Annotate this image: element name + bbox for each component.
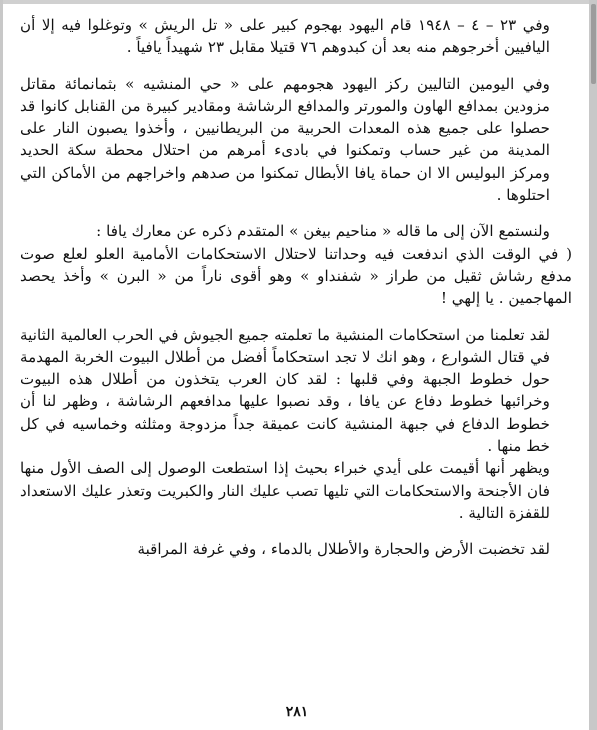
window-top-edge bbox=[0, 0, 597, 4]
window-left-edge bbox=[0, 0, 3, 730]
paragraph-manshiyya-attack: وفي اليومين التاليين ركز اليهود هجومهم على « حي المنشيه » بثمانمائة مقاتل مزودين بمدافع الهاون والمورتر والمدافع الرشاشة ومقادير كبيرة من القنابل كانوا قد حصلوا على جميع هذه المعدات الحربية من البريطانيين ، وأخذوا يصبون النار على المدينة من غير حساب وتمكنوا في بادىء أمرهم من احتلال محطة سكة الحديد ومركز البوليس الا ان حماة يافا الأبطال تمكنوا من صدهم واخراجهم من الأماكن التي احتلوها . bbox=[20, 74, 550, 205]
paragraph-tal-al-reesh: وفي ٢٣ – ٤ – ١٩٤٨ قام اليهود بهجوم كبير على « تل الريش » وتوغلوا فيه إلا أن اليافيين أخرجوهم منه بعد أن كبدوهم ٧٦ قتيلا مقابل ٢٣ شهيداً يافياً . bbox=[20, 16, 551, 57]
scrollbar-thumb[interactable] bbox=[591, 4, 596, 84]
paragraph-defense-lines: ويظهر أنها أقيمت على أيدي خبراء بحيث إذا استطعت الوصول إلى الصف الأول منها فان الأجنحة والاستحكامات التي تليها تصب عليك النار والكبريت وتعذر عليك الاستعداد للقفزة التالية . bbox=[20, 459, 550, 522]
paragraph-begin-intro: ولنستمع الآن إلى ما قاله « مناحيم بيغن » المتقدم ذكره عن معارك يافا : bbox=[96, 222, 550, 241]
book-page bbox=[14, 14, 580, 720]
paragraph-street-fighting: لقد تعلمنا من استحكامات المنشية ما تعلمته جميع الجيوش في الحرب العالمية الثانية في قتال الشوارع ، وهو انك لا تجد استحكاماً أفضل من أطلال البيوت الخربة المهدمة حول خطوط الجبهة وفي قلبها : لقد كان العرب يتخذون من أطلال هذه البيوت وخرائبها خطوط دفاع عن يافا ، وقد نصبوا عليها مدافعهم الرشاشة ، وظهر لنا أن خطوط الدفاع في جبهة المنشية كانت عميقة جداً مزدوجة ومثلثه وخماسيه في كل خط منها . bbox=[20, 325, 550, 456]
paragraph-observation-room: لقد تخضبت الأرض والحجارة والأطلال بالدماء ، وفي غرفة المراقبة bbox=[137, 540, 550, 559]
paragraph-begin-quote: ( في الوقت الذي اندفعت فيه وحداتنا لاحتلال الاستحكامات الأمامية العلو لعلع صوت مدفع رشاش ثقيل من طراز « شفنداو » وهو أقوى ناراً من « البرن » وأخذ يحصد المهاجمين . يا إلهي ! bbox=[20, 244, 572, 308]
page-number: ٢٨١ bbox=[285, 704, 309, 720]
page-body bbox=[14, 14, 580, 561]
vertical-scrollbar[interactable] bbox=[589, 0, 597, 730]
